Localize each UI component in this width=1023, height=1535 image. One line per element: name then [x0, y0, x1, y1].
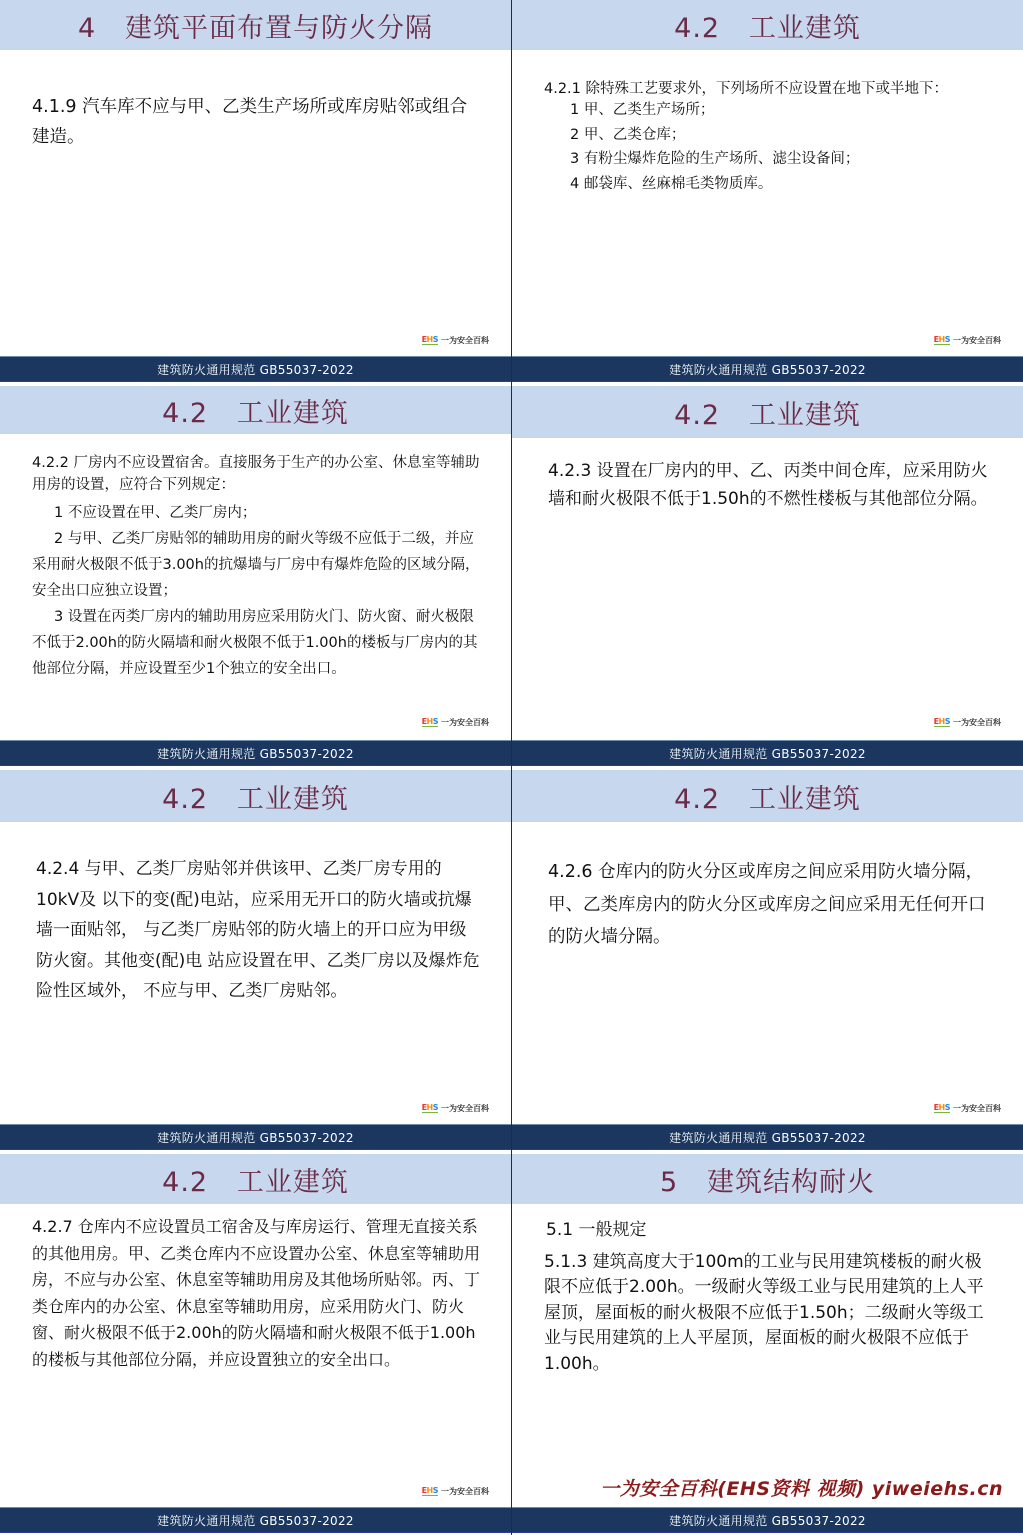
slide-body — [548, 457, 993, 513]
slide-4-2-6 — [512, 768, 1023, 1152]
footer-label: 建筑防火通用规范 GB55037-2022 — [157, 1513, 354, 1528]
slide-header — [0, 386, 511, 434]
list-item: 4 邮袋库、丝麻棉毛类物质库。 — [570, 175, 773, 192]
ehs-logo-text: 一为安全百科 — [953, 718, 1001, 727]
ehs-logo-icon: EHS — [421, 335, 438, 344]
ehs-logo — [422, 1486, 489, 1497]
slide-4-2-4 — [0, 768, 511, 1152]
slide-title: 4.2 工业建筑 — [674, 12, 861, 44]
ehs-logo-text: 一为安全百科 — [441, 1104, 489, 1113]
list-item: 1 甲、乙类生产场所； — [570, 102, 715, 118]
footer-label: 建筑防火通用规范 GB55037-2022 — [157, 746, 354, 761]
ehs-logo — [934, 1103, 1001, 1114]
slide-title: 4.2 工业建筑 — [162, 397, 349, 429]
clause-paragraph: 5.1.3 建筑高度大于100m的工业与民用建筑楼板的耐火极限不应低于2.00h。一级耐火等级工业与民用建筑的上人平屋顶，屋面板的耐火极限不应低于1.50h；二级耐火等级工业与民用建筑的上人平屋顶，屋面板的耐火极限不应低于1.00h。 — [544, 1251, 984, 1374]
slide-header — [0, 1154, 511, 1204]
clause-lead: 4.2.1 除特殊工艺要求外，下列场所不应设置在地下或半地下： — [544, 81, 949, 97]
ehs-logo — [422, 335, 489, 346]
ehs-logo — [422, 717, 489, 728]
slide-footer — [0, 740, 511, 766]
watermark-text: 一为安全百科(EHS资料 视频) yiweiehs.cn — [600, 1478, 1003, 1500]
clause-paragraph: 4.2.4 与甲、乙类厂房贴邻并供该甲、乙类厂房专用的10kV及 以下的变(配)电站，应采用无开口的防火墙或抗爆墙一面贴邻， 与乙类厂房贴邻的防火墙上的开口应为甲级防火窗。其他变(配)电 站应设置在甲、乙类厂房以及爆炸危险性区域外， 不应与甲、乙类厂房贴邻。 — [36, 859, 480, 1001]
slide-title: 4.2 工业建筑 — [674, 399, 861, 431]
ehs-logo-text: 一为安全百科 — [441, 718, 489, 727]
slide-title: 4 建筑平面布置与防火分隔 — [78, 12, 433, 44]
ehs-logo-icon: EHS — [933, 1103, 950, 1112]
slide-footer — [0, 356, 511, 382]
slide-4-2-7 — [0, 1152, 511, 1535]
ehs-logo-icon: EHS — [421, 1103, 438, 1112]
slide-4-2-3 — [512, 384, 1023, 768]
slide-title: 5 建筑结构耐火 — [660, 1166, 875, 1198]
slide-4-2-1 — [512, 0, 1023, 384]
list-item: 1 不应设置在甲、乙类厂房内； — [54, 505, 257, 521]
footer-label: 建筑防火通用规范 GB55037-2022 — [669, 1513, 866, 1528]
clause-lead: 4.2.2 厂房内不应设置宿舍。直接服务于生产的办公室、休息室等辅助用房的设置，应符合下列规定： — [32, 455, 480, 493]
ehs-logo-icon: EHS — [933, 717, 950, 726]
slide-body — [32, 92, 481, 152]
column-divider — [511, 0, 512, 1535]
slide-title: 4.2 工业建筑 — [162, 1166, 349, 1198]
ehs-logo — [934, 717, 1001, 728]
slide-header — [512, 0, 1023, 50]
footer-label: 建筑防火通用规范 GB55037-2022 — [157, 1130, 354, 1145]
footer-label: 建筑防火通用规范 GB55037-2022 — [669, 362, 866, 377]
footer-label: 建筑防火通用规范 GB55037-2022 — [157, 362, 354, 377]
ehs-logo-text: 一为安全百科 — [441, 336, 489, 345]
ehs-logo — [422, 1103, 489, 1114]
slide-footer — [512, 740, 1023, 766]
slide-body — [544, 1218, 993, 1377]
clause-paragraph: 4.2.3 设置在厂房内的甲、乙、丙类中间仓库，应采用防火墙和耐火极限不低于1.50h的不燃性楼板与其他部位分隔。 — [548, 461, 988, 509]
slide-4-1-9 — [0, 0, 511, 384]
slide-title: 4.2 工业建筑 — [674, 783, 861, 815]
slide-5-1-3 — [512, 1152, 1023, 1535]
slide-footer — [512, 1124, 1023, 1150]
clause-paragraph: 4.2.7 仓库内不应设置员工宿舍及与库房运行、管理无直接关系的其他用房。甲、乙类仓库内不应设置办公室、休息室等辅助用房，不应与办公室、休息室等辅助用房及其他场所贴邻。丙、丁类仓库内的办公室、休息室等辅助用房，应采用防火门、防火窗、耐火极限不低于2.00h的防火隔墙和耐火极限不低于1.00h的楼板与其他部位分隔，并应设置独立的安全出口。 — [32, 1217, 481, 1369]
footer-label: 建筑防火通用规范 GB55037-2022 — [669, 1130, 866, 1145]
slide-body — [32, 452, 481, 682]
slide-header — [512, 386, 1023, 438]
slide-header — [512, 770, 1023, 822]
ehs-logo-icon: EHS — [933, 335, 950, 344]
list-item: 2 甲、乙类仓库； — [570, 126, 686, 143]
ehs-logo-icon: EHS — [421, 717, 438, 726]
clause-paragraph: 4.2.6 仓库内的防火分区或库房之间应采用防火墙分隔，甲、乙类库房内的防火分区或库房之间应采用无任何开口的防火墙分隔。 — [548, 862, 986, 947]
footer-label: 建筑防火通用规范 GB55037-2022 — [669, 746, 866, 761]
slide-footer — [512, 1507, 1023, 1533]
section-subheading: 5.1 一般规定 — [546, 1220, 647, 1240]
slide-header — [512, 1154, 1023, 1204]
slide-body — [32, 1214, 481, 1373]
ehs-logo — [934, 335, 1001, 346]
slide-body — [36, 854, 481, 1007]
slide-title: 4.2 工业建筑 — [162, 783, 349, 815]
list-item: 3 设置在丙类厂房内的辅助用房应采用防火门、防火窗、耐火极限不低于2.00h的防火隔墙和耐火极限不低于1.00h的楼板与厂房内的其他部位分隔，并应设置至少1个独立的安全出口。 — [32, 609, 478, 677]
slide-header — [0, 0, 511, 50]
ehs-logo-icon: EHS — [421, 1486, 438, 1495]
list-item: 3 有粉尘爆炸危险的生产场所、滤尘设备间； — [570, 151, 860, 167]
slide-4-2-2 — [0, 384, 511, 768]
slide-footer — [0, 1124, 511, 1150]
ehs-logo-text: 一为安全百科 — [953, 1104, 1001, 1113]
ehs-logo-text: 一为安全百科 — [441, 1487, 489, 1496]
slide-header — [0, 770, 511, 822]
slide-body — [544, 80, 993, 196]
slide-footer — [512, 356, 1023, 382]
ehs-logo-text: 一为安全百科 — [953, 336, 1001, 345]
slide-body — [548, 856, 993, 954]
slide-footer — [0, 1507, 511, 1533]
list-item: 2 与甲、乙类厂房贴邻的辅助用房的耐火等级不应低于二级，并应采用耐火极限不低于3.00h的抗爆墙与厂房中有爆炸危险的区域分隔，安全出口应独立设置； — [32, 531, 480, 599]
clause-paragraph: 4.1.9 汽车库不应与甲、乙类生产场所或库房贴邻或组合建造。 — [32, 97, 468, 147]
